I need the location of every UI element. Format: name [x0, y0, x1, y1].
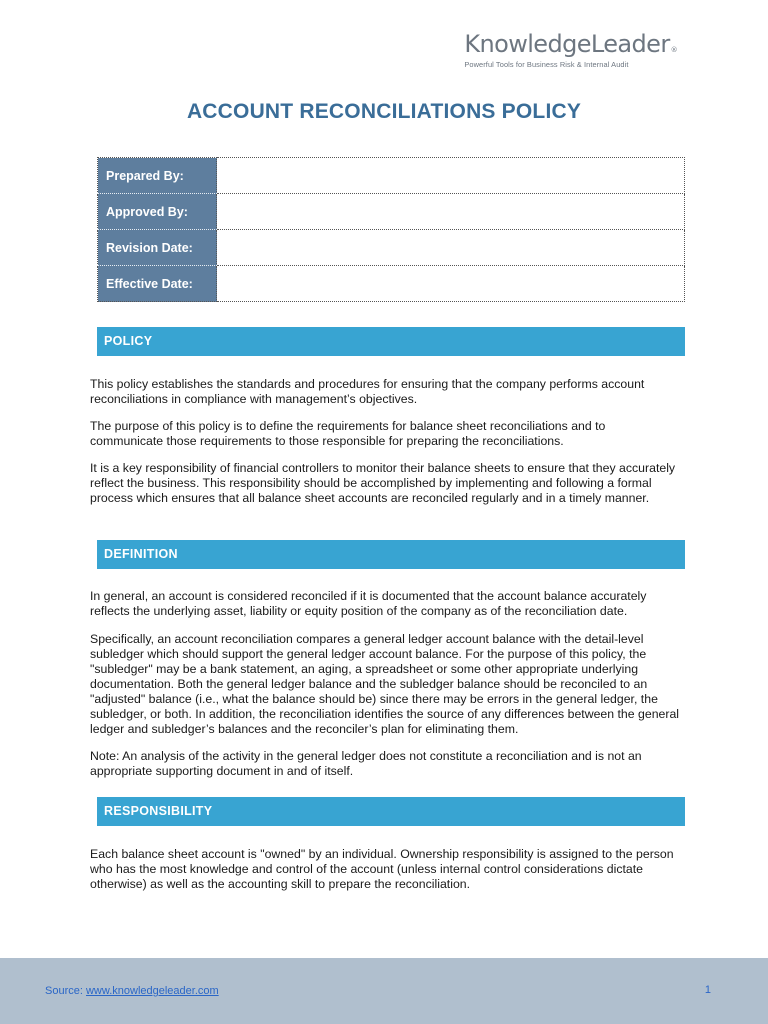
definition-paragraph: Note: An analysis of the activity in the general ledger does not constitute a reconciliation and is not an appropriate supporting document in and of itself.	[90, 749, 642, 778]
meta-value-field[interactable]	[217, 194, 685, 230]
logo-tagline: Powerful Tools for Business Risk & Internal Audit	[464, 60, 629, 69]
meta-label: Revision Date:	[98, 230, 217, 266]
page-footer	[0, 958, 768, 1024]
logo-name-part1: Knowledge	[464, 30, 591, 58]
definition-paragraph: In general, an account is considered reconciled if it is documented that the account balance accurately reflects the underlying asset, liability or equity position of the company as of the reconciliation date.	[90, 589, 647, 618]
page-number: 1	[704, 984, 711, 996]
knowledgeleader-logo	[464, 30, 677, 69]
meta-label: Effective Date:	[98, 266, 217, 302]
footer-source	[45, 985, 219, 997]
meta-value-field[interactable]	[217, 158, 685, 194]
document-info-table	[97, 157, 685, 302]
policy-paragraph: The purpose of this policy is to define the requirements for balance sheet reconciliations and to communicate those requirements to those responsible for preparing the reconciliations.	[90, 419, 606, 448]
source-label: Source:	[45, 985, 83, 997]
meta-label: Approved By:	[98, 194, 217, 230]
meta-value-field[interactable]	[217, 230, 685, 266]
section-heading-policy: POLICY	[97, 327, 685, 356]
policy-paragraph: This policy establishes the standards and procedures for ensuring that the company performs account reconciliations in compliance with management’s objectives.	[90, 377, 645, 406]
policy-paragraph: It is a key responsibility of financial controllers to monitor their balance sheets to ensure that they accurately reflect the business. This responsibility should be accomplished by implementing and following a formal process which ensures that all balance sheet accounts are reconciled regularly and in a timely manner.	[90, 461, 676, 505]
meta-row-prepared-by	[98, 158, 685, 194]
meta-value-field[interactable]	[217, 266, 685, 302]
document-title: ACCOUNT RECONCILIATIONS POLICY	[186, 100, 582, 123]
section-heading-responsibility: RESPONSIBILITY	[97, 797, 685, 826]
meta-label: Prepared By:	[98, 158, 217, 194]
definition-paragraph: Specifically, an account reconciliation compares a general ledger account balance with the detail-level subledger which should support the general ledger account balance. For the purpose of this policy, the "subledger" may be a bank statement, an aging, a spreadsheet or some other appropriate underlying documentation. Both the general ledger balance and the subledger balance should be reconciled to an "adjusted" balance (i.e., what the balance should be) since there may be errors in the general ledger, the subledger, or both. In addition, the reconciliation identifies the source of any differences between the general ledger and subledger’s balances and the reconciler’s plan for eliminating them.	[90, 632, 680, 736]
logo-wordmark	[464, 30, 677, 58]
source-link[interactable]: www.knowledgeleader.com	[85, 985, 219, 997]
logo-name-part2: Leader	[590, 30, 670, 58]
section-heading-definition: DEFINITION	[97, 540, 685, 569]
meta-row-approved-by	[98, 194, 685, 230]
meta-row-revision-date	[98, 230, 685, 266]
logo-registered-mark: ®	[670, 46, 677, 54]
meta-row-effective-date	[98, 266, 685, 302]
responsibility-paragraph: Each balance sheet account is "owned" by an individual. Ownership responsibility is assigned to the person who has the most knowledge and control of the account (unless internal control considerations dictate otherwise) as well as the accounting skill to prepare the reconciliation.	[90, 847, 674, 891]
